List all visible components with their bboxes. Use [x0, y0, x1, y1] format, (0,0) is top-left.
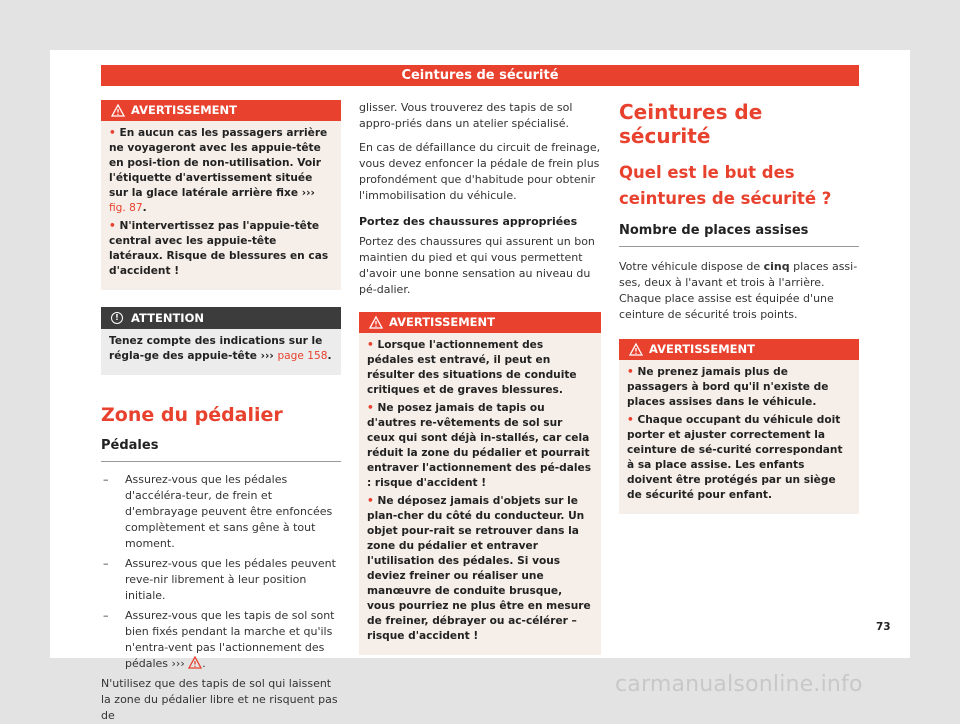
warning-triangle-icon[interactable] [188, 656, 202, 669]
page-link[interactable]: page 158 [277, 350, 328, 362]
column-right [619, 100, 859, 514]
page-number: 73 [876, 621, 891, 633]
pedal-checklist [101, 472, 341, 672]
warning-item: • Chaque occupant du véhicule doit porter et ajuster correctement la ceinture de sé-curité correspondant à sa place assise. Les enfants doivent être protégés par un siège de sécurité pour enfant. [627, 414, 843, 501]
column-middle [359, 100, 601, 655]
warning-header [619, 339, 859, 360]
paragraph: Votre véhicule dispose de cinq places assi-ses, deux à l'avant et trois à l'arrière. Chaque place assise est équipée d'une ceinture de sécurité trois points. [619, 260, 858, 321]
warning-item: • Ne posez jamais de tapis ou d'autres re-vêtements de sol sur ceux qui sont déjà in-stallés, car cela réduit la zone du pédalier et pourrait entraver l'actionnement des pé-dales : risque d'accident ! [367, 402, 592, 489]
warning-header [101, 100, 341, 121]
subsection-title-pedals: Pédales [101, 437, 341, 462]
subsection-title-seats: Nombre de places assises [619, 222, 859, 247]
warning-item: • Ne prenez jamais plus de passagers à bord qu'il n'existe de places assises dans le véhicule. [627, 366, 829, 408]
list-item: – Assurez-vous que les pédales d'accéléra-teur, de frein et d'embrayage peuvent être enfoncées complètement et sans gêne à tout moment. [103, 473, 333, 550]
paragraph: N'utilisez que des tapis de sol qui laissent la zone du pédalier libre et ne risquent pas de [101, 677, 338, 722]
paragraph: glisser. Vous trouverez des tapis de sol appro-priés dans un atelier spécialisé. [359, 101, 573, 130]
warning-item: • En aucun cas les passagers arrière ne voyageront avec les appuie-tête en posi-tion de non-utilisation. Voir l'étiquette d'avertissement située sur la glace latérale arrière fixe ››› fig. 87. [109, 127, 328, 214]
figure-link[interactable]: fig. 87 [109, 202, 143, 214]
section-subtitle: Quel est le but des ceintures de sécurité ? [619, 163, 832, 208]
warning-title: AVERTISSEMENT [389, 315, 496, 329]
warning-body [101, 121, 341, 290]
list-item: – Assurez-vous que les tapis de sol sont bien fixés pendant la marche et qu'ils n'entra-vent pas l'actionnement des pédales ››› . [103, 609, 335, 670]
bullet: • [109, 220, 116, 232]
warning-title: AVERTISSEMENT [131, 103, 238, 117]
attention-circle-icon: ! [111, 312, 123, 324]
shoes-heading: Portez des chaussures appropriées [359, 215, 578, 228]
warning-triangle-icon [629, 343, 643, 356]
warning-title: AVERTISSEMENT [649, 342, 756, 356]
list-item: – Assurez-vous que les pédales peuvent reve-nir librement à leur position initiale. [103, 557, 336, 602]
warning-header [359, 312, 601, 333]
chapter-header: Ceintures de sécurité [101, 65, 859, 86]
section-title-seatbelts: Ceintures de sécurité [619, 100, 763, 148]
paragraph: Portez des chaussures qui assurent un bon maintien du pied et qui vous permettent d'avoir une bonne sensation au niveau du pé-dalier. [359, 235, 595, 296]
warning-item: • Lorsque l'actionnement des pédales est entravé, il peut en résulter des situations de conduite critiques et de graves blessures. [367, 339, 577, 396]
warning-item: • Ne déposez jamais d'objets sur le plan-cher du côté du conducteur. Un objet pour-rait se retrouver dans la zone du pédalier et entraver l'utilisation des pédales. Si vous deviez freiner ou réaliser une manœuvre de conduite brusque, vous pourriez ne plus être en mesure de freiner, débrayer ou ac-célérer – risque d'accident ! [367, 495, 591, 642]
attention-title: ATTENTION [131, 311, 204, 325]
warning-box-seats [619, 339, 859, 514]
bullet: • [109, 127, 116, 139]
warning-item: • N'intervertissez pas l'appuie-tête central avec les appuie-tête latéraux. Risque de blessures en cas d'accident ! [109, 220, 329, 277]
warning-body [359, 333, 601, 655]
section-title-pedals: Zone du pédalier [101, 404, 283, 426]
attention-header [101, 307, 341, 329]
attention-body: Tenez compte des indications sur le régla-ge des appuie-tête ››› page 158. [109, 335, 332, 362]
warning-triangle-icon [111, 104, 125, 117]
warning-box-headrest [101, 100, 341, 290]
warning-body [619, 360, 859, 514]
warning-triangle-icon [369, 316, 383, 329]
warning-box-pedals [359, 312, 601, 655]
watermark: carmanualsonline.info [615, 672, 863, 697]
paragraph: En cas de défaillance du circuit de freinage, vous devez enfoncer la pédale de frein plus profondément que d'habitude pour obtenir l'immobilisation du véhicule. [359, 141, 601, 202]
attention-box [101, 307, 341, 375]
column-left [101, 100, 341, 724]
